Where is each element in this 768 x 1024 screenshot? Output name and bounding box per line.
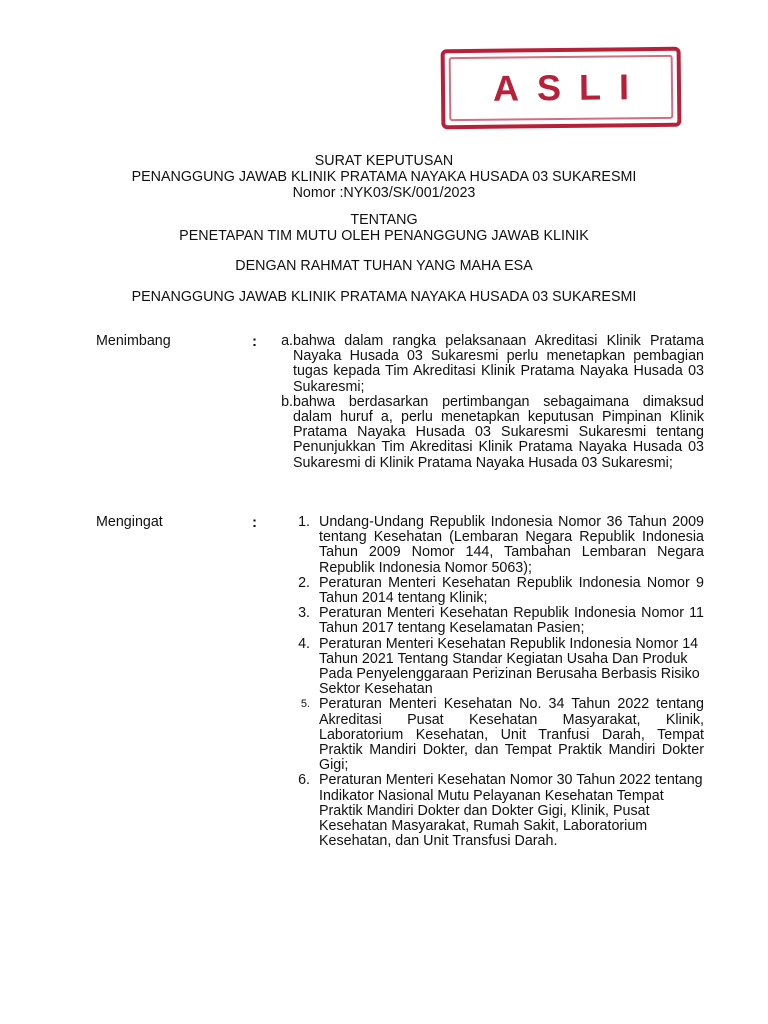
menimbang-item-a <box>272 334 704 395</box>
item-text: bahwa dalam rangka pelaksanaan Akreditasi Klinik Pratama Nayaka Husada 03 Sukaresmi perlu menetapkan pembagian tugas kepada Tim Akreditasi Klinik Pratama Nayaka Husada 03 Sukaresmi; <box>293 333 704 395</box>
item-marker: 6. <box>298 772 310 789</box>
header-issuer: PENANGGUNG JAWAB KLINIK PRATAMA NAYAKA HUSADA 03 SUKARESMI <box>131 169 637 185</box>
item-marker: b. <box>281 393 293 410</box>
item-text: Peraturan Menteri Kesehatan Nomor 30 Tahun 2022 tentang Indikator Nasional Mutu Pelayanan Kesehatan Tempat Praktik Mandiri Dokter dan Dokter Gigi, Klinik, Pusat Kesehatan Masyarakat, Rumah Sakit, Laboratorium Kesehatan, dan Unit Transfusi Darah. <box>319 772 703 850</box>
document-subject <box>0 212 768 244</box>
menimbang-label: Menimbang <box>96 333 171 349</box>
item-marker: 5. <box>300 698 310 711</box>
mengingat-list <box>272 515 704 849</box>
menimbang-list <box>272 334 704 471</box>
mengingat-item-1 <box>272 515 704 576</box>
document-header <box>0 153 768 201</box>
invocation-line: DENGAN RAHMAT TUHAN YANG MAHA ESA <box>235 258 533 274</box>
subject-title: PENETAPAN TIM MUTU OLEH PENANGGUNG JAWAB KLINIK <box>179 228 589 244</box>
mengingat-label: Mengingat <box>96 514 163 530</box>
item-text: Undang-Undang Republik Indonesia Nomor 36 Tahun 2009 tentang Kesehatan (Lembaran Negara Republik Indonesia Tahun 2009 Nomor 144, Tambahan Lembaran Negara Republik Indonesia Nomor 5063); <box>319 514 704 576</box>
invocation <box>0 258 768 274</box>
mengingat-item-6 <box>272 773 704 849</box>
subject-label: TENTANG <box>350 212 418 228</box>
item-marker: 1. <box>298 514 310 530</box>
mengingat-item-2 <box>272 576 704 606</box>
item-text: Peraturan Menteri Kesehatan Republik Indonesia Nomor 14 Tahun 2021 Tentang Standar Kegiatan Usaha Dan Produk Pada Penyelenggaraan Perizinan Berusaha Berbasis Risiko Sektor Kesehatan <box>319 635 700 698</box>
mengingat-item-3 <box>272 606 704 636</box>
item-text: Peraturan Menteri Kesehatan No. 34 Tahun 2022 tentang Akreditasi Pusat Kesehatan Masyarakat, Klinik, Laboratorium Kesehatan, Unit Tranfusi Darah, Tempat Praktik Mandiri Dokter, dan Tempat Praktik Mandiri Dokter Gigi; <box>319 696 704 774</box>
mengingat-item-5 <box>272 697 704 773</box>
item-marker: a. <box>281 333 293 349</box>
item-marker: 4. <box>298 635 310 652</box>
menimbang-item-b <box>272 395 704 471</box>
issuer-line-text: PENANGGUNG JAWAB KLINIK PRATAMA NAYAKA HUSADA 03 SUKARESMI <box>131 289 637 305</box>
mengingat-item-4 <box>272 637 704 698</box>
menimbang-colon: : <box>252 333 257 350</box>
item-marker: 3. <box>298 605 310 622</box>
issuer-line <box>0 289 768 305</box>
item-text: bahwa berdasarkan pertimbangan sebagaimana dimaksud dalam huruf a, perlu menetapkan keputusan Pimpinan Klinik Pratama Nayaka Husada 03 Sukaresmi Sukaresmi tentang Penunjukkan Tim Akreditasi Klinik Pratama Nayaka Husada 03 Sukaresmi di Klinik Pratama Nayaka Husada 03 Sukaresmi; <box>293 393 704 471</box>
mengingat-colon: : <box>252 514 257 531</box>
header-title: SURAT KEPUTUSAN <box>314 153 454 169</box>
item-marker: 2. <box>298 574 310 591</box>
item-text: Peraturan Menteri Kesehatan Republik Indonesia Nomor 11 Tahun 2017 tentang Keselamatan Pasien; <box>319 605 704 637</box>
asli-stamp <box>441 47 682 130</box>
item-text: Peraturan Menteri Kesehatan Republik Indonesia Nomor 9 Tahun 2014 tentang Klinik; <box>319 574 704 607</box>
stamp-text: ASLI <box>492 66 648 109</box>
header-number: Nomor :NYK03/SK/001/2023 <box>292 185 476 201</box>
